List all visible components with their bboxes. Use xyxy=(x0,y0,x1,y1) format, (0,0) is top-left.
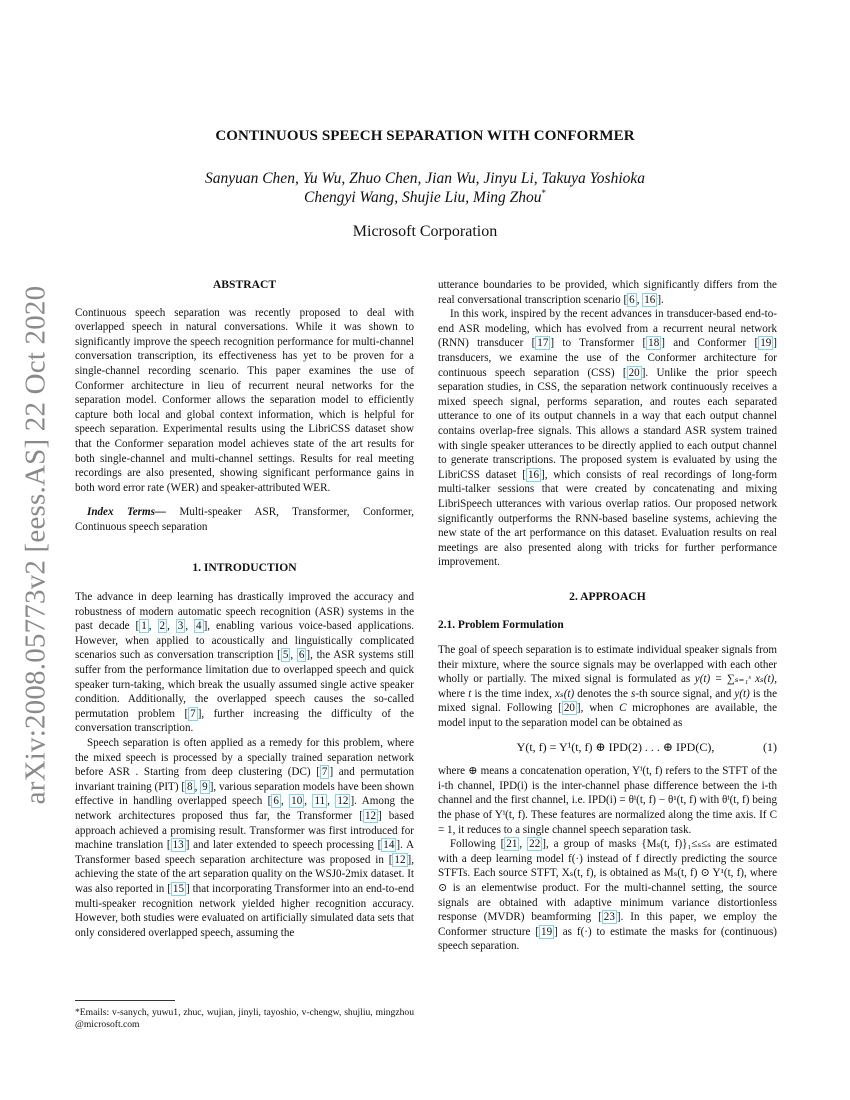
citation-link[interactable]: 16 xyxy=(527,468,540,481)
math-inline: s xyxy=(631,687,636,700)
citation-link[interactable]: 23 xyxy=(603,911,615,924)
citation-link[interactable]: 6 xyxy=(273,795,279,808)
text-run: -th source signal, and xyxy=(635,687,735,700)
citation-link[interactable]: 18 xyxy=(648,337,660,350)
math-inline: y(t) xyxy=(734,687,750,700)
text-run: and permutation invariant training (PIT) xyxy=(75,766,414,793)
footnote: *Emails: v-sanych, yuwu1, zhuc, wujian, jinyli, tayoshio, v-chengw, shujliu, mingzhou @microsoft.com xyxy=(75,1007,414,1030)
citation-link[interactable]: 7 xyxy=(321,766,328,779)
text-run: as f(·) to estimate the masks for (continuous) speech separation. xyxy=(438,925,777,953)
citation-link[interactable]: 11 xyxy=(314,795,326,808)
citation-link[interactable]: 17 xyxy=(537,337,549,350)
citation-link[interactable]: 2 xyxy=(159,620,166,633)
text-run: . In this paper, we employ the Conformer structure xyxy=(438,911,777,938)
citation-link[interactable]: 7 xyxy=(190,707,196,720)
text-run: , the ASR systems still suffer from the performance limitation due to overlapped speech and quick speaker turn-taking, which break the usually assumed single active speaker condition. Additionally, the overlapped speech causes the so-called permutation problem xyxy=(75,649,415,720)
citation-link[interactable]: 15 xyxy=(172,882,185,895)
text-run: utterance boundaries to be provided, which significantly differs from the real conversational transcription scenario xyxy=(438,279,777,306)
footnote-divider xyxy=(75,1000,175,1001)
math-inline: C xyxy=(619,702,627,715)
citation-link[interactable]: 21 xyxy=(506,838,518,851)
index-terms-label: Index Terms— xyxy=(87,506,166,519)
citation-link[interactable]: 12 xyxy=(337,795,349,808)
citation-link[interactable]: 22 xyxy=(529,838,541,851)
text-run: . A Transformer based speech separation architecture was proposed in xyxy=(75,839,415,866)
citation-link[interactable]: 16 xyxy=(644,293,656,306)
citation-link[interactable]: 20 xyxy=(628,366,640,379)
citation-link[interactable]: 6 xyxy=(629,293,635,306)
citation-link[interactable]: 19 xyxy=(541,925,553,938)
intro-paragraph-1: The advance in deep learning has drastically improved the accuracy and robustness of modern automatic speech recognition (ASR) systems in the past decade [ 1 , 2 , 3 , 4 ], enabling various voice-based applications. However, when applied to acoustically and linguistically complicated scenarios such as conversation transcription [ 5 , 6 ], the ASR systems still suffer from the performance limitation due to overlapped speech and quick speaker turn-taking, which break the usually assumed single active speaker condition. Additionally, the overlapped speech causes the so-called permutation problem [ 7 ], further increasing the difficulty of the conversation transcription. xyxy=(75,591,415,735)
problem-formulation-heading: 2.1. Problem Formulation xyxy=(438,619,564,632)
text-run: is the mixed signal. Following xyxy=(438,687,777,715)
citation-link[interactable]: 9 xyxy=(202,780,208,793)
text-run: and Conformer xyxy=(664,337,747,350)
text-run: and later extended to speech processing xyxy=(189,839,374,852)
text-run: . Among the network architectures proposed thus far, the Transformer xyxy=(75,795,415,822)
abstract-heading: ABSTRACT xyxy=(212,278,277,291)
citation-link[interactable]: 19 xyxy=(760,337,772,350)
math-inline: y(t) = ∑ₛ₌₁ˢ xₛ(t) xyxy=(694,673,775,686)
citation-link[interactable]: 20 xyxy=(563,702,575,715)
text-run: , enabling various voice-based applications. However, when applied to acoustically and linguistically complicated scenarios such as conversation transcription xyxy=(75,620,415,662)
approach-heading: 2. APPROACH xyxy=(569,589,646,603)
citation-link[interactable]: 6 xyxy=(298,649,305,662)
text-run: The advance in deep learning has drastically improved the accuracy and robustness of modern automatic speech recognition (ASR) systems in the past decade xyxy=(75,591,414,633)
left-column xyxy=(75,278,414,940)
index-terms-text: Multi-speaker ASR, Transformer, Conformer, Continuous speech separation xyxy=(75,506,414,533)
text-run: transducers, we examine the use of the Conformer architecture for continuous speech separation (CSS) xyxy=(438,351,777,379)
text-run: , various separation models have been shown effective in handling overlapped speech xyxy=(75,780,415,808)
authors-line-2 xyxy=(0,188,850,207)
text-run: . xyxy=(661,293,664,306)
citation-link[interactable]: 14 xyxy=(383,839,395,852)
text-run: , further increasing the difficulty of the conversation transcription. xyxy=(75,707,414,735)
text-run: , achieving the state of the art separation quality on the WSJ0-2mix dataset. It was also reported in xyxy=(75,853,414,895)
approach-paragraph-2: where ⊕ means a concatenation operation, Yⁱ(t, f) refers to the STFT of the i-th channel, IPD(i) is the inter-channel phase difference between the i-th channel and the first channel, i.e. IPD(i) = θⁱ(t, f) − θ¹(t, f) with θⁱ(t, f) being the phase of Yⁱ(t, f). These features are normalized along the time axis. If C = 1, it reduces to a single channel speech separation task. xyxy=(438,765,777,836)
citation-link[interactable]: 12 xyxy=(364,810,377,822)
text-run: based approach achieved a promising result. Transformer was first introduced for machine translation xyxy=(75,810,414,852)
equation-number: (1) xyxy=(763,739,777,754)
text-run: The goal of speech separation is to estimate individual speaker signals from their mixture, where the source signals may be overlapped with each other wholly or partially. The mixed signal is formulated as xyxy=(438,644,777,686)
text-run: , a group of masks {Mₛ(t, f)}₁≤ₛ≤ₛ are estimated with a deep learning model f(·) instead of f directly predicting the source STFTs. Each source STFT, Xₛ(t, f), is obtained as Mₛ(t, f) ⊙ Y¹(t, f), where ⊙ is an elementwise product. For the multi-channel setting, the source signals are obtained with adaptive minimum variance distortionless response (MVDR) beamforming xyxy=(438,838,778,924)
math-inline: xₛ(t) xyxy=(555,687,575,700)
text-run: , when xyxy=(580,702,620,715)
text-run: Following xyxy=(450,838,496,851)
author-footnote-mark: * xyxy=(541,188,547,198)
authors-line-2-text: Chengyi Wang, Shujie Liu, Ming Zhou xyxy=(303,189,542,207)
approach-paragraph-3: Following [ 21 , 22 ], a group of masks {Mₛ(t, f)}₁≤ₛ≤ₛ are estimated with a deep learning model f(·) instead of f directly predicting the source STFTs. Each source STFT, Xₛ(t, f), is obtained as Mₛ(t, f) ⊙ Y¹(t, f), where ⊙ is an elementwise product. For the multi-channel setting, the source signals are obtained with adaptive minimum variance distortionless response (MVDR) beamforming [ 23 ]. In this paper, we employ the Conformer structure [ 19 ] as f(·) to estimate the masks for (continuous) speech separation. xyxy=(438,838,778,953)
citation-link[interactable]: 13 xyxy=(172,839,184,852)
text-run: In this work, inspired by the recent advances in transducer-based end-to-end ASR modeling, which has evolved from a recurrent neural network (RNN) transducer xyxy=(438,308,777,350)
intro-continuation: utterance boundaries to be provided, which significantly differs from the real conversational transcription scenario [ 6 , 16 ]. xyxy=(438,279,777,306)
citation-link[interactable]: 8 xyxy=(187,780,193,793)
citation-link[interactable]: 5 xyxy=(282,649,289,662)
text-run: microphones are available, the model input to the separation model can be obtained as xyxy=(438,702,778,730)
intro-paragraph-2: Speech separation is often applied as a remedy for this problem, where the mixed speech is processed by a specially trained separation network before ASR . Starting from deep clustering (DC) [ 7 ] and permutation invariant training (PIT) [ 8 , 9 ], various separation models have been shown effective in handling overlapped speech [ 6 , 10 , 11 , 12 ]. Among the network architectures proposed thus far, the Transformer [ 12 ] based approach achieved a promising result. Transformer was first introduced for machine translation [ 13 ] and later extended to speech processing [ 14 ]. A Transformer based speech separation architecture was proposed in [ 12 ], achieving the state of the art separation quality on the WSJ0-2mix dataset. It was also reported in [ 15 ] that incorporating Transformer into an end-to-end multi-speaker recognition network yielded higher recognition accuracy. However, both studies were evaluated on artificially simulated data sets that only considered overlapped speech, assuming the xyxy=(75,737,415,939)
text-run: is the time index, xyxy=(471,687,556,700)
equation-1 xyxy=(438,740,777,755)
approach-paragraph-1: The goal of speech separation is to estimate individual speaker signals from their mixture, where the source signals may be overlapped with each other wholly or partially. The mixed signal is formulated as y(t) = ∑ₛ₌₁ˢ xₛ(t), where t is the time index, xₛ(t) denotes the s-th source signal, and y(t) is the mixed signal. Following [ 20 ], when C microphones are available, the model input to the separation model can be obtained as xyxy=(438,644,778,730)
text-run: to Transformer xyxy=(554,337,635,350)
equation-body: Y(t, f) = Y¹(t, f) ⊕ IPD(2) . . . ⊕ IPD(C), xyxy=(516,739,715,754)
right-column xyxy=(438,278,777,954)
intro-heading: 1. INTRODUCTION xyxy=(192,560,297,574)
citation-link[interactable]: 12 xyxy=(394,853,406,866)
citation-link[interactable]: 4 xyxy=(196,620,202,633)
intro-paragraph-3: In this work, inspired by the recent advances in transducer-based end-to-end ASR modeling, which has evolved from a recurrent neural network (RNN) transducer [ 17 ] to Transformer [ 18 ] and Conformer [ 19 ] transducers, we examine the use of the Conformer architecture for continuous speech separation (CSS) [ 20 ]. Unlike the prior speech separation studies, in CSS, the separation network continuously receives a mixed speech signal, performs separation, and routes each separated utterance to one of its output channels in a way that each output channel contains overlap-free signals. This allows a standard ASR system trained with single speaker utterances to be directly applied to each output channel to generate transcriptions. The proposed system is evaluated by using the LibriCSS dataset [ 16 ], which consists of real recordings of long-form multi-talker sessions that were created by concatenating and mixing LibriSpeech utterances with various overlap ratios. Our proposed network significantly outperforms the RNN-based baseline systems, achieving the new state of the art performance on this dataset. Evaluation results on real meetings are also presented along with tricks for further performance improvement. xyxy=(438,308,777,569)
index-terms xyxy=(75,505,414,534)
affiliation: Microsoft Corporation xyxy=(352,223,498,240)
abstract-text: Continuous speech separation was recently proposed to deal with overlapped speech in natural conversations. While it was shown to significantly improve the speech recognition performance for multi-channel conversation transcription, its effectiveness has yet to be proven for a single-channel recording scenario. This paper examines the use of Conformer architecture in lieu of recurrent neural networks for the separation model. Conformer allows the separation model to efficiently capture both local and global context information, which is helpful for speech separation. Experimental results using the LibriCSS dataset show that the Conformer separation model achieves state of the art results for both single-channel and multi-channel settings. Results for real meeting recordings are also presented, showing significant performance gains in both word error rate (WER) and speaker-attributed WER. xyxy=(75,306,414,494)
text-run: , which consists of real recordings of long-form multi-talker sessions that were created by concatenating and mixing LibriSpeech utterances with various overlap ratios. Our proposed network significantly outperforms the RNN-based baseline systems, achieving the new state of the art performance on this dataset. Evaluation results on real meetings are also presented along with tricks for further performance improvement. xyxy=(438,468,777,569)
text-run: that incorporating Transformer into an end-to-end multi-speaker recognition network yielded higher recognition accuracy. However, both studies were evaluated on artificially simulated data sets that only considered overlapped speech, assuming the xyxy=(75,882,414,939)
arxiv-id: arXiv:2008.05773v2 [eess.AS] 22 Oct 2020 xyxy=(19,285,52,805)
authors-line-1: Sanyuan Chen, Yu Wu, Zhuo Chen, Jian Wu, Jinyu Li, Takuya Yoshioka xyxy=(204,170,646,187)
text-run: . Unlike the prior speech separation studies, in CSS, the separation network continuously receives a mixed speech signal, performs separation, and routes each separated utterance to one of its output channels in a way that each output channel contains overlap-free signals. This allows a standard ASR system trained with single speaker utterances to be directly applied to each output channel to generate transcriptions. The proposed system is evaluated by using the LibriCSS dataset xyxy=(438,366,777,481)
math-inline: t xyxy=(468,687,472,700)
paper-title: CONTINUOUS SPEECH SEPARATION WITH CONFORMER xyxy=(215,128,635,144)
citation-link[interactable]: 10 xyxy=(291,795,303,808)
text-run: Speech separation is often applied as a remedy for this problem, where the mixed speech is processed by a specially trained separation network before ASR . Starting from deep clustering (DC) xyxy=(75,737,414,779)
text-run: denotes the xyxy=(574,687,631,700)
text-run: , where xyxy=(438,673,777,700)
citation-link[interactable]: 1 xyxy=(141,620,147,633)
arxiv-sidebar xyxy=(16,285,56,805)
citation-link[interactable]: 3 xyxy=(177,620,184,633)
